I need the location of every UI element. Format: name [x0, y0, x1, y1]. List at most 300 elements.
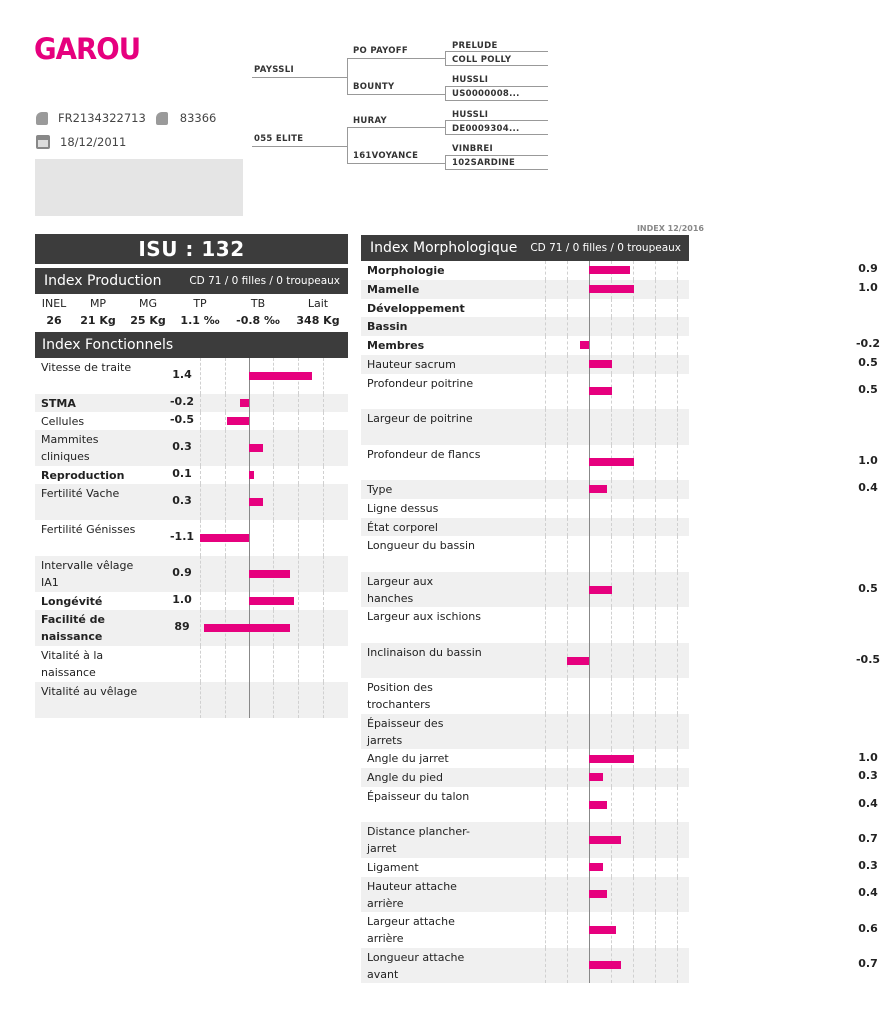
row-label: Épaisseur du talon — [367, 789, 470, 803]
gridline — [633, 299, 634, 318]
row-label: Largeur aux ischions — [367, 610, 481, 624]
index-bar — [567, 657, 590, 665]
table-row — [361, 536, 689, 572]
gridline — [633, 948, 634, 984]
gridline — [655, 536, 656, 572]
zero-line — [589, 317, 590, 336]
gridline — [677, 749, 678, 768]
row-label: Distance plancher-jarret — [367, 825, 470, 856]
gridline — [655, 299, 656, 318]
gridline — [633, 355, 634, 374]
gridline — [225, 682, 226, 718]
gridline — [273, 394, 274, 412]
gridline — [323, 592, 324, 610]
gridline — [273, 430, 274, 466]
gridline — [567, 948, 568, 984]
index-bar — [589, 285, 634, 293]
gridline — [633, 409, 634, 445]
gridline — [611, 643, 612, 679]
pedigree-ggp: 102SARDINE — [452, 158, 516, 168]
index-bar — [580, 341, 589, 349]
gridline — [545, 280, 546, 299]
gridline — [273, 520, 274, 556]
gridline — [545, 480, 546, 499]
gridline — [273, 682, 274, 718]
gridline — [611, 877, 612, 913]
row-label: Vitalité à la naissance — [41, 649, 104, 679]
index-bar — [249, 471, 254, 479]
photo-placeholder — [35, 159, 243, 216]
gridline — [567, 877, 568, 913]
gridline — [200, 484, 201, 520]
fonctionnels-header — [35, 332, 348, 358]
gridline — [655, 409, 656, 445]
gridline — [655, 518, 656, 537]
row-value: 0.3 — [172, 494, 192, 507]
row-label: Vitalité au vêlage — [41, 685, 138, 698]
gridline — [677, 607, 678, 643]
gridline — [567, 480, 568, 499]
gridline — [567, 499, 568, 518]
table-row — [35, 466, 348, 484]
zero-line — [249, 646, 250, 682]
fonctionnels-title: Index Fonctionnels — [42, 337, 174, 353]
gridline — [545, 572, 546, 608]
index-bar — [589, 586, 612, 594]
morphologique-header — [361, 235, 689, 261]
gridline — [323, 466, 324, 484]
gridline — [323, 394, 324, 412]
gridline — [677, 409, 678, 445]
table-row — [35, 592, 348, 610]
gridline — [611, 499, 612, 518]
pedigree-ggp: COLL POLLY — [452, 55, 512, 65]
table-row — [361, 317, 689, 336]
production-value: -0.8 ‰ — [236, 314, 280, 327]
gridline — [323, 520, 324, 556]
row-value: 89 — [174, 620, 190, 633]
gridline — [655, 787, 656, 823]
table-row — [35, 412, 348, 430]
row-label: Profondeur poitrine — [367, 376, 474, 390]
gridline — [323, 556, 324, 592]
production-value: 348 Kg — [296, 314, 340, 327]
zero-line — [589, 409, 590, 445]
gridline — [633, 261, 634, 280]
gridline — [567, 409, 568, 445]
gridline — [545, 409, 546, 445]
index-bar — [249, 372, 312, 380]
gridline — [567, 518, 568, 537]
row-value: 0.5 — [858, 581, 878, 595]
table-row — [361, 912, 878, 948]
index-bar — [589, 755, 634, 763]
table-row — [35, 520, 348, 556]
gridline — [611, 768, 612, 787]
row-label: Hauteur sacrum — [367, 357, 456, 371]
table-row — [35, 682, 348, 718]
row-value: 0.5 — [858, 383, 878, 397]
row-label: Largeur attache arrière — [367, 915, 455, 945]
gridline — [200, 394, 201, 412]
gridline — [225, 358, 226, 394]
row-label: Mammites cliniques — [41, 433, 99, 463]
row-label: Fertilité Génisses — [41, 523, 136, 536]
index-date: INDEX 12/2016 — [636, 224, 704, 233]
production-value: 21 Kg — [80, 314, 116, 327]
row-label: Longueur du bassin — [367, 539, 476, 553]
gridline — [655, 912, 656, 948]
gridline — [225, 394, 226, 412]
gridline — [655, 858, 656, 877]
gridline — [545, 355, 546, 374]
table-row — [361, 572, 878, 608]
row-value: 1.4 — [172, 368, 192, 381]
gridline — [567, 355, 568, 374]
pedigree-ggp: US0000008... — [452, 89, 520, 99]
table-row — [35, 430, 348, 466]
gridline — [633, 374, 634, 410]
gridline — [567, 261, 568, 280]
table-row — [361, 714, 689, 750]
gridline — [633, 536, 634, 572]
gridline — [298, 646, 299, 682]
index-bar — [589, 485, 607, 493]
production-col-header: MP — [89, 297, 107, 310]
pedigree-sire: PAYSSLI — [254, 65, 294, 75]
zero-line — [589, 518, 590, 537]
gridline — [545, 643, 546, 679]
row-value: 1.0 — [858, 281, 878, 295]
row-value: 0.3 — [172, 440, 192, 453]
table-row — [361, 678, 689, 714]
gridline — [567, 572, 568, 608]
gridline — [633, 518, 634, 537]
gridline — [611, 317, 612, 336]
gridline — [677, 499, 678, 518]
index-bar — [589, 961, 621, 969]
row-label: Type — [367, 483, 393, 496]
gridline — [545, 336, 546, 355]
row-value: 0.7 — [858, 957, 878, 971]
production-value: 1.1 ‰ — [180, 314, 220, 327]
table-row — [361, 445, 878, 481]
table-row — [361, 877, 878, 913]
index-bar — [249, 597, 294, 605]
gridline — [677, 572, 678, 608]
production-col-header: TB — [250, 297, 266, 310]
gridline — [298, 592, 299, 610]
row-label: Angle du pied — [367, 771, 444, 784]
gridline — [633, 858, 634, 877]
gridline — [567, 822, 568, 858]
gridline — [655, 572, 656, 608]
gridline — [677, 261, 678, 280]
row-label: Largeur aux hanches — [367, 574, 434, 605]
zero-line — [589, 336, 590, 355]
index-bar — [249, 498, 263, 506]
gridline — [655, 948, 656, 984]
gridline — [633, 480, 634, 499]
gridline — [655, 336, 656, 355]
gridline — [611, 678, 612, 714]
gridline — [677, 822, 678, 858]
gridline — [655, 261, 656, 280]
pedigree-ggp: PRELUDE — [452, 41, 498, 51]
gridline — [545, 261, 546, 280]
pedigree-ggp: VINBREI — [452, 144, 493, 154]
gridline — [611, 336, 612, 355]
table-row — [361, 822, 878, 858]
id-number: FR2134322713 — [58, 111, 146, 125]
pedigree-dam: 055 ELITE — [254, 134, 304, 144]
gridline — [545, 948, 546, 984]
gridline — [225, 646, 226, 682]
index-bar — [249, 444, 263, 452]
row-label: Épaisseur des jarrets — [367, 716, 444, 747]
gridline — [567, 912, 568, 948]
pedigree-dam-dam: 161VOYANCE — [353, 151, 419, 161]
gridline — [545, 877, 546, 913]
gridline — [273, 412, 274, 430]
morphologique-title: Index Morphologique — [370, 240, 518, 256]
gridline — [200, 556, 201, 592]
gridline — [655, 499, 656, 518]
gridline — [655, 643, 656, 679]
table-row — [361, 643, 881, 679]
gridline — [633, 336, 634, 355]
gridline — [323, 412, 324, 430]
row-label: Morphologie — [367, 264, 445, 277]
table-row — [361, 518, 689, 537]
production-header — [35, 268, 348, 294]
row-label: Bassin — [367, 320, 408, 334]
gridline — [633, 714, 634, 750]
row-value: 0.9 — [858, 262, 878, 276]
pedigree-sire-dam: BOUNTY — [353, 82, 395, 92]
row-value: 0.6 — [858, 921, 878, 935]
row-value: -0.5 — [169, 413, 195, 426]
table-row — [361, 374, 878, 410]
gridline — [611, 787, 612, 823]
row-label: Mamelle — [367, 282, 420, 296]
row-value: 0.3 — [858, 859, 878, 873]
zero-line — [589, 607, 590, 643]
gridline — [323, 610, 324, 646]
gridline — [655, 607, 656, 643]
row-value: -1.1 — [169, 530, 195, 543]
gridline — [545, 518, 546, 537]
row-label: Fertilité Vache — [41, 487, 120, 500]
gridline — [545, 858, 546, 877]
gridline — [323, 682, 324, 718]
gridline — [633, 768, 634, 787]
zero-line — [589, 714, 590, 750]
birth-date: 18/12/2011 — [60, 135, 127, 149]
gridline — [677, 678, 678, 714]
gridline — [677, 787, 678, 823]
table-row — [361, 355, 878, 374]
gridline — [677, 768, 678, 787]
cow-icon — [36, 112, 48, 125]
morphologique-subtitle: CD 71 / 0 filles / 0 troupeaux — [530, 242, 681, 254]
gridline — [677, 299, 678, 318]
index-bar — [589, 926, 616, 934]
row-value: 0.1 — [172, 467, 192, 480]
production-value: 26 — [46, 314, 62, 327]
gridline — [225, 466, 226, 484]
row-label: Profondeur de flancs — [367, 447, 481, 461]
index-bar — [589, 266, 630, 274]
gridline — [545, 768, 546, 787]
gridline — [567, 787, 568, 823]
table-row — [361, 336, 881, 355]
gridline — [611, 858, 612, 877]
gridline — [633, 787, 634, 823]
zero-line — [589, 643, 590, 679]
gridline — [545, 749, 546, 768]
index-bar — [589, 773, 603, 781]
gridline — [633, 912, 634, 948]
gridline — [677, 374, 678, 410]
gridline — [567, 607, 568, 643]
row-label: Angle du jarret — [367, 752, 449, 766]
index-bar — [589, 863, 603, 871]
zero-line — [589, 678, 590, 714]
table-row — [361, 607, 689, 643]
index-bar — [204, 624, 290, 632]
table-row — [35, 610, 348, 646]
table-row — [35, 556, 348, 592]
index-bar — [589, 890, 607, 898]
gridline — [545, 299, 546, 318]
gridline — [545, 607, 546, 643]
gridline — [655, 877, 656, 913]
gridline — [323, 484, 324, 520]
table-row — [35, 358, 348, 394]
calendar-icon — [36, 135, 50, 149]
gridline — [567, 768, 568, 787]
zero-line — [249, 520, 250, 556]
zero-line — [589, 299, 590, 318]
production-col-header: Lait — [307, 297, 329, 310]
gridline — [545, 499, 546, 518]
gridline — [633, 678, 634, 714]
index-bar — [589, 801, 607, 809]
gridline — [677, 480, 678, 499]
zero-line — [589, 499, 590, 518]
id-row — [36, 111, 216, 125]
row-label: Vitesse de traite — [41, 361, 132, 374]
gridline — [298, 484, 299, 520]
gridline — [655, 355, 656, 374]
gridline — [677, 518, 678, 537]
work-number: 83366 — [179, 111, 217, 125]
index-bar — [227, 417, 250, 425]
gridline — [200, 610, 201, 646]
row-value: 1.0 — [858, 454, 878, 468]
gridline — [323, 358, 324, 394]
gridline — [655, 714, 656, 750]
row-value: 1.0 — [172, 593, 192, 606]
row-value: -0.2 — [855, 337, 881, 351]
gridline — [567, 536, 568, 572]
table-row — [361, 858, 878, 877]
pedigree-sire-sire: PO PAYOFF — [353, 46, 409, 56]
table-row — [361, 499, 689, 518]
gridline — [567, 280, 568, 299]
gridline — [633, 877, 634, 913]
gridline — [545, 445, 546, 481]
gridline — [567, 445, 568, 481]
gridline — [567, 714, 568, 750]
gridline — [545, 536, 546, 572]
gridline — [677, 858, 678, 877]
gridline — [273, 484, 274, 520]
gridline — [611, 607, 612, 643]
row-value: 0.3 — [858, 769, 878, 783]
gridline — [545, 714, 546, 750]
gridline — [611, 409, 612, 445]
table-row — [361, 749, 878, 768]
gridline — [655, 749, 656, 768]
gridline — [200, 466, 201, 484]
gridline — [200, 646, 201, 682]
table-row — [361, 480, 878, 499]
production-col-header: MG — [138, 297, 157, 310]
row-value: -0.2 — [169, 395, 195, 408]
table-row — [361, 787, 878, 823]
gridline — [655, 280, 656, 299]
index-bar — [249, 570, 290, 578]
row-value: 0.9 — [172, 566, 192, 579]
gridline — [200, 592, 201, 610]
gridline — [567, 299, 568, 318]
table-row — [35, 484, 348, 520]
logo: GAROU — [34, 32, 141, 66]
production-col-header: TP — [193, 297, 207, 310]
row-label: Longueur attache avant — [367, 950, 465, 981]
row-label: Reproduction — [41, 469, 125, 482]
gridline — [567, 374, 568, 410]
gridline — [200, 358, 201, 394]
gridline — [298, 430, 299, 466]
gridline — [611, 480, 612, 499]
row-value: 0.7 — [858, 832, 878, 845]
gridline — [677, 877, 678, 913]
gridline — [298, 682, 299, 718]
gridline — [545, 787, 546, 823]
gridline — [633, 499, 634, 518]
gridline — [298, 520, 299, 556]
zero-line — [249, 394, 250, 412]
index-bar — [200, 534, 250, 542]
cow-icon — [156, 112, 168, 125]
table-row — [361, 280, 878, 299]
gridline — [273, 466, 274, 484]
gridline — [567, 336, 568, 355]
gridline — [273, 646, 274, 682]
gridline — [567, 317, 568, 336]
index-bar — [589, 360, 612, 368]
row-label: STMA — [41, 397, 76, 410]
row-value: 0.5 — [858, 356, 878, 370]
isu-header: ISU : 132 — [35, 234, 348, 264]
gridline — [677, 536, 678, 572]
gridline — [655, 678, 656, 714]
gridline — [655, 374, 656, 410]
pedigree-dam-sire: HURAY — [353, 116, 387, 126]
